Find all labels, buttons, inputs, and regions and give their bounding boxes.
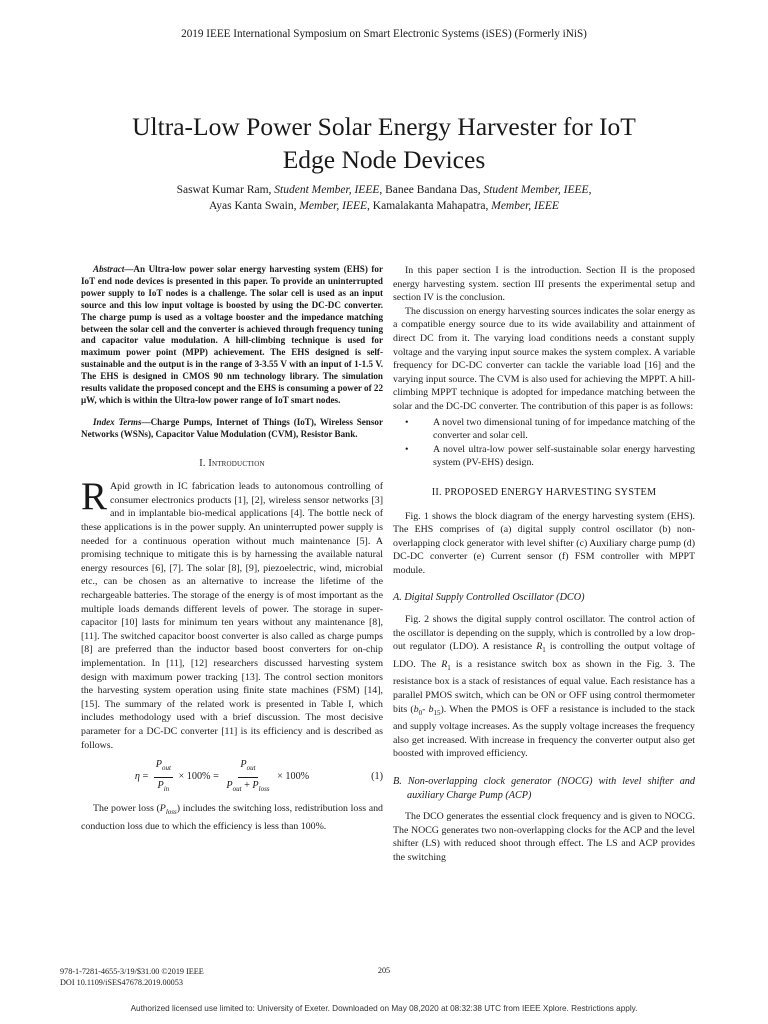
subsection-heading-dco: A. Digital Supply Controlled Oscillator (DCO) <box>393 592 585 604</box>
author-name: Saswat Kumar Ram, <box>176 184 275 196</box>
index-terms <box>81 417 383 441</box>
abstract <box>81 264 383 407</box>
isbn-line: 978-1-7281-4655-3/19/$31.00 ©2019 IEEE <box>60 967 204 976</box>
subsection-heading-nocg: B. Non-overlapping clock generator (NOCG) with level shifter and auxiliary Charge Pump (ACP) <box>393 775 695 801</box>
contribution-list <box>393 416 695 470</box>
intro-paragraph-2: The power loss $(P_{loss})$ includes the switching loss, redistribution loss and conduction loss due to which the efficiency is less than 100%. <box>81 803 383 832</box>
proposed-system-paragraph: Fig. 1 shows the block diagram of the energy harvesting system (EHS). The EHS comprises of (a) digital supply control oscillator (b) non-overlapping clock generator with level shifter (c) Auxiliary charge pump (d) DC-DC converter (e) Current sensor (f) FSM controller with MPPT module. <box>393 510 695 576</box>
page-number: 205 <box>377 966 391 975</box>
paper-title <box>60 110 708 176</box>
section-title: Introduction <box>208 457 265 469</box>
drop-cap: R <box>81 475 108 519</box>
left-column <box>81 264 383 834</box>
equation-body: η = $\frac{P_{out}}{P_{in}}$ × 100% = $\frac{P_{out}}{P_{out} + P_{loss}}$ × 100% <box>134 759 310 793</box>
conference-header: 2019 IEEE International Symposium on Smart Electronic Systems (iSES) (Formerly iNiS) <box>181 28 587 40</box>
section-numeral: I. <box>199 457 209 469</box>
motivation-paragraph: The discussion on energy harvesting sources indicates the solar energy as a compatible energy source due to its wide availability and attainment of direct DC from it. The varying load conditions needs a constant supply voltage and the varying input source makes the system complex. A variable frequency for DC-DC converter can tackle the variable load [16] and the varying input source. The CVM is also used for achieving the MPPT. A hill-climbing MPPT technique is adopted for impedance matching between the solar and the DC-DC converter. The contribution of this paper is as follows: <box>393 305 695 412</box>
dco-paragraph: Fig. 2 shows the digital supply control oscillator. The control action of the oscillator is depending on the supply, which is controlled by a low drop-out regulator (LDO). A resistance $R_1$ is controlling the output voltage of LDO. The $R_1$ is a resistance switch box as shown in the Fig. 3. The resistance box is a stack of resistances of equal value. Each resistance has a parallel PMOS switch, which can be ON or OFF using control thermometer bits ($b_0-$ $b_{15}$). When the PMOS is OFF a resistance is included to the stack and supply voltage increases. As the supply voltage increases the frequency also get increased. With increase in frequency the converter output also get boosted with improved efficiency. <box>393 614 696 760</box>
author-line-2 <box>40 198 728 214</box>
author-affiliation: Student Member, IEEE <box>483 184 589 196</box>
bullet-icon: • <box>405 443 409 455</box>
bullet-icon: • <box>405 416 409 428</box>
efficiency-equation <box>81 758 383 796</box>
section-heading-introduction <box>81 457 383 471</box>
abstract-lead: Abstract <box>93 264 125 274</box>
section-heading-proposed-system: II. PROPOSED ENERGY HARVESTING SYSTEM <box>431 486 657 498</box>
author-affiliation: Student Member, IEEE <box>274 184 380 196</box>
nocg-paragraph: The DCO generates the essential clock frequency and is given to NOCG. The NOCG generates two non-overlapping clocks for the ACP and the level shifter (LS) with reduced shoot through effect. The LS and ACP provides the switching <box>393 811 695 863</box>
equation-number: (1) <box>371 771 383 783</box>
author-separator: , <box>588 184 592 196</box>
abstract-text: —An Ultra-low power solar energy harvesting system (EHS) for IoT end node devices is presented in this paper. To provide an uninterrupted power supply to IoT nodes is a challenge. The solar cell is used as an input source and this low input voltage is boosted by using the DC-DC converter. The charge pump is used as a voltage booster and the impedance matching between the solar cell and the converter is achieved through frequency tuning and capacitor value modulation. A hill-climbing technique is used for maximum power point (MPP) achievement. The EHS designed is self-sustainable and the output is in the range of 3-3.55 V with an input of 1-1.5 V. The EHS is designed in CMOS 90 nm technology library. The simulation results validate the proposed concept and the EHS is consuming a power of 22 μW, which is within the Ultra-low power range of IoT smart nodes. <box>81 264 383 405</box>
license-notice: Authorized licensed use limited to: University of Exeter. Downloaded on May 08,2020 at 08:32:38 UTC from IEEE Xplore. Restrictions apply. <box>130 1004 638 1013</box>
intro-paragraph-1 <box>81 475 383 752</box>
list-item: • A novel two dimensional tuning of for impedance matching of the converter and solar cell. <box>405 416 695 442</box>
author-name: , Banee Bandana Das, <box>379 184 484 196</box>
title-line-2: Edge Node Devices <box>282 145 486 174</box>
author-affiliation: Member, IEEE <box>299 200 368 212</box>
author-affiliation: Member, IEEE <box>491 200 559 212</box>
index-terms-lead: Index Terms <box>93 416 142 427</box>
author-name: , Kamalakanta Mahapatra, <box>367 200 492 212</box>
list-item: • A novel ultra-low power self-sustainable solar energy harvesting system (PV-EHS) design. <box>405 443 695 469</box>
intro-paragraph-text: Apid growth in IC fabrication leads to autonomous controlling of consumer electronics products [1], [2], wireless sensor networks [3] and in implantable bio-medical applications [4]. The bottle neck of these applications is in the power supply. An uninterrupted power supply is needed for a continuous operation without much maintenance [5]. A promising technique to mitigate this is by harnessing the available natural energy resources [6], [7]. The solar [8], [9], piezoelectric, wind, microbial etc., can be chosen as an alternative to increase the lifetime of the rechargeable batteries. The storage of the energy is of most important as the multiple loads demands different levels of power. The storage in super-capacitor [10] lasts for minimum ten years without any maintenance [8], [11]. The switched capacitor boost converter is also called as charge pumps [8] are preferred than the inductor based boost converters for on-chip implementation. In [11], [12] researchers discussed harvesting system design with maximum power tracking [13]. The control section monitors the harvesting system operation using finite state machines (FSM) [14], [15]. The summary of the related work is presented in Table I, which includes methodology used with a brief discussion. The most decisive parameter for a DC-DC converter [11] is its efficiency and is described as follows. <box>81 481 383 751</box>
index-terms-text: —Charge Pumps, Internet of Things (IoT), Wireless Sensor Networks (WSNs), Capacitor Value Modulation (CVM), Resistor Bank. <box>81 416 383 439</box>
doi-line: DOI 10.1109/iSES47678.2019.00053 <box>60 978 183 987</box>
author-name: Ayas Kanta Swain, <box>209 200 300 212</box>
title-line-1: Ultra-Low Power Solar Energy Harvester for IoT <box>132 112 636 141</box>
author-list <box>40 182 728 214</box>
author-line-1 <box>40 182 728 198</box>
right-column <box>393 264 695 864</box>
paper-organization-paragraph: In this paper section I is the introduction. Section II is the proposed energy harvesting system. section III presents the experimental setup and section IV is the conclusion. <box>393 265 695 304</box>
